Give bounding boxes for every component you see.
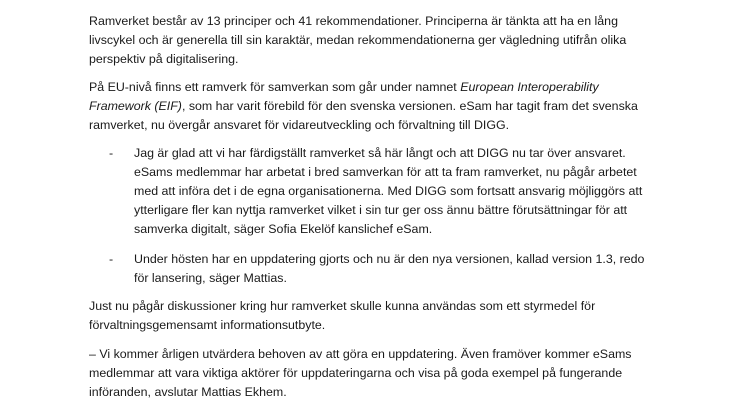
bullet-dash: - xyxy=(109,146,114,160)
text-line: – Vi kommer årligen utvärdera behoven av att göra en uppdatering. Även framöver kommer eSams xyxy=(89,347,632,361)
text-line: eSams medlemmar har arbetat i bred samverkan för att ta fram ramverket, nu pågår arbetet xyxy=(134,165,637,179)
text-line: med att införa det i de egna organisationerna. Med DIGG som fortsatt ansvarig möjliggörs att xyxy=(134,184,643,198)
text-line: ytterligare fler kan nyttja ramverket vilket i sin tur ger oss ännu bättre förutsättningar för att xyxy=(134,203,628,217)
bullet-dash: - xyxy=(109,252,114,266)
text-line xyxy=(89,78,689,97)
text-line: livscykel och är generella till sin karaktär, medan rekommendationerna ger vägledning utifrån olika xyxy=(89,33,627,47)
bullet-text xyxy=(134,250,689,288)
text-line: Just nu pågår diskussioner kring hur ramverket skulle kunna användas som ett styrmedel för xyxy=(89,299,596,313)
text-line: för lansering, säger Mattias. xyxy=(134,271,287,285)
framework-name-italic: European Interoperability xyxy=(460,80,599,94)
paragraph-annual-review xyxy=(89,345,689,402)
paragraph-discussions xyxy=(89,297,689,335)
text-line: medlemmar att vara viktiga aktörer för uppdateringarna och visa på goda exempel på fungerande xyxy=(89,366,623,380)
text-line: ramverket, nu övergår ansvaret för vidareutveckling och förvaltning till DIGG. xyxy=(89,118,510,132)
text-line: samverka digitalt, säger Sofia Ekelöf kanslichef eSam. xyxy=(134,222,433,236)
paragraph-eu-framework xyxy=(89,78,689,135)
text-line: Ramverket består av 13 principer och 41 rekommendationer. Principerna är tänkta att ha en lång xyxy=(89,14,618,28)
paragraph-framework-principles xyxy=(89,12,689,69)
framework-name-italic: Framework (EIF) xyxy=(89,99,182,113)
text-line: Jag är glad att vi har färdigställt ramverket så här långt och att DIGG nu tar över ansvaret. xyxy=(134,146,626,160)
text-line xyxy=(89,97,689,116)
text-segment: På EU-nivå finns ett ramverk för samverkan som går under namnet xyxy=(89,80,461,94)
text-line: perspektiv på digitalisering. xyxy=(89,52,239,66)
bullet-text xyxy=(134,144,689,239)
text-line: Under hösten har en uppdatering gjorts och nu är den nya versionen, kallad version 1.3, redo xyxy=(134,252,645,266)
text-segment: , som har varit förebild för den svenska versionen. eSam har tagit fram det svenska xyxy=(181,99,638,113)
text-line: förvaltningsgemensamt informationsutbyte. xyxy=(89,318,326,332)
text-line: införanden, avslutar Mattias Ekhem. xyxy=(89,385,287,399)
